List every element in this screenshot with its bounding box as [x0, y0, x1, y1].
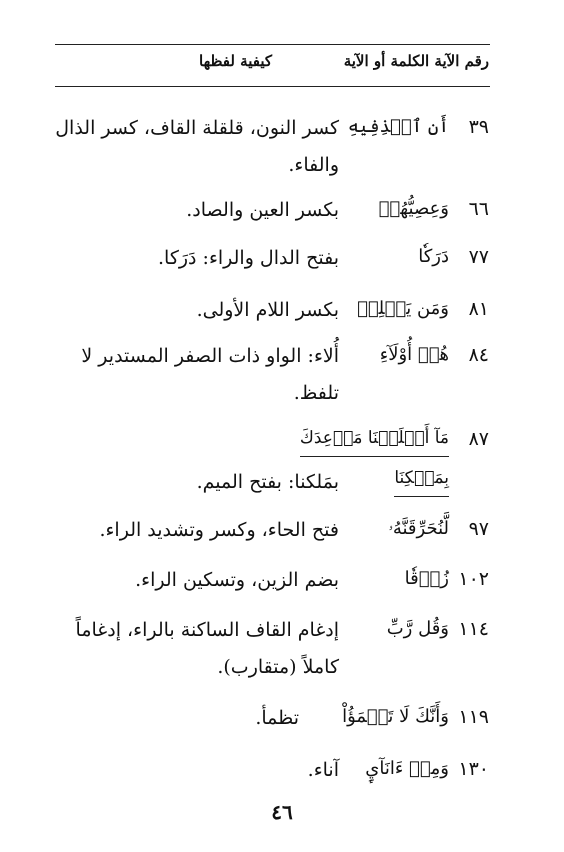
verse-number: ١١٩: [458, 706, 489, 728]
verse-word: دَرَكٗا: [418, 246, 449, 267]
table-row: [39, 240, 489, 300]
header-rule: [55, 86, 490, 87]
table-row: [39, 338, 489, 404]
pronunciation-note: بمَلكنا: بفتح الميم.: [196, 471, 339, 493]
verse-word: وَعِصِيُّهُمۡ: [378, 198, 449, 219]
verse-number: ٣٩: [468, 116, 489, 138]
top-rule: [55, 44, 490, 45]
pronunciation-note: بكسر العين والصاد.: [186, 199, 339, 221]
verse-word: وَقُل رَّبِّ: [386, 618, 449, 639]
verse-number: ١١٤: [458, 618, 489, 640]
table-row: [39, 700, 489, 760]
verse-number: ١٣٠: [458, 758, 489, 780]
verse-number: ٨٧: [468, 428, 489, 450]
pronunciation-note: بفتح الدال والراء: دَرَكا.: [158, 247, 339, 269]
verse-number: ١٠٢: [458, 568, 489, 590]
verse-number: ٩٧: [468, 518, 489, 540]
verse-word: وَمِنۡ ءَانَآيِٕ: [365, 758, 449, 779]
verse-phrase: مَآ أَخۡلَفۡنَا مَوۡعِدَكَ: [300, 422, 449, 457]
verse-number: ٦٦: [468, 198, 489, 220]
verse-word: زُرۡقٗا: [404, 568, 449, 589]
verse-number: ٧٧: [468, 246, 489, 268]
verse-word: لَّنُحَرِّقَنَّهُۥ: [388, 518, 449, 539]
verse-word: وَأَنَّكَ لَا تَظۡمَؤُاْ: [342, 706, 449, 727]
pronunciation-note: بكسر اللام الأولى.: [196, 299, 339, 321]
pronunciation-note: إدغام القاف الساكنة بالراء، إدغاماً كاملاً (متقارب).: [75, 619, 339, 678]
table-row: [39, 422, 489, 493]
table-row: [39, 612, 489, 678]
verse-word: هُمۡ أُوْلَآءِ: [379, 344, 449, 365]
verse-word: وَمَن يَحۡلِلۡ: [357, 298, 449, 319]
pronunciation-note: كسر النون، قلقلة القاف، كسر الذال والفاء.: [55, 117, 339, 176]
verse-word: أَنِ ٱقۡذِفِيهِ: [347, 116, 449, 137]
pronunciation-note: آناء.: [307, 759, 339, 781]
table-row: [39, 110, 489, 176]
pronunciation-note: تظمأ.: [255, 707, 299, 729]
pronunciation-note: أُلاء: الواو ذات الصفر المستدير لا تلفظ.: [81, 345, 339, 404]
header-verse-column: رقم الآية الكلمة أو الآية: [343, 52, 489, 70]
verse-number: ٨٤: [468, 344, 489, 366]
verse-number: ٨١: [468, 298, 489, 320]
verse-word: بِمَلۡكِنَا: [394, 462, 449, 497]
pronunciation-note: بضم الزين، وتسكين الراء.: [135, 569, 339, 591]
header-pronunciation-column: كيفية لفظها: [199, 52, 272, 70]
page-number: ٤٦: [271, 800, 293, 824]
pronunciation-note: فتح الحاء، وكسر وتشديد الراء.: [99, 519, 339, 541]
